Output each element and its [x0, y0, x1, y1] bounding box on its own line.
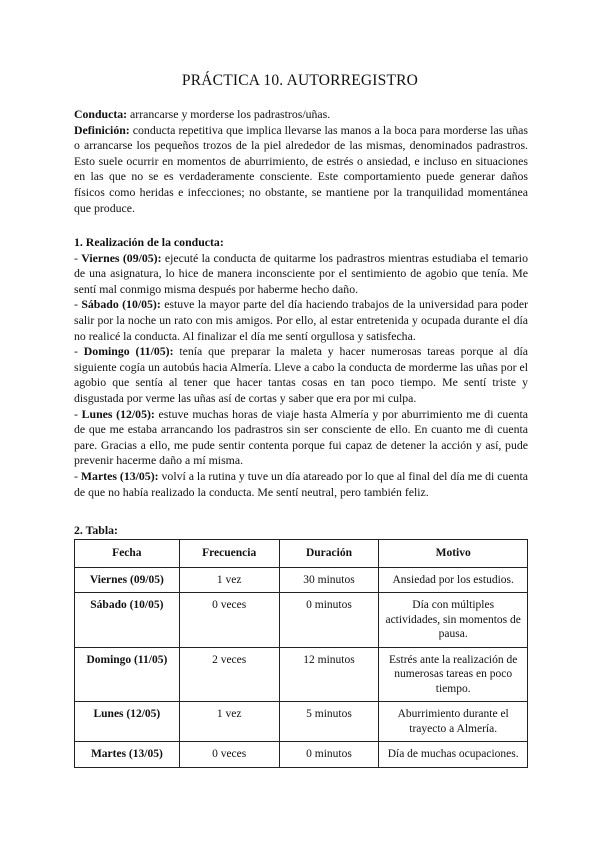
conducta-paragraph [74, 107, 528, 123]
cell-motivo: Aburrimiento durante el trayecto a Almería. [379, 702, 528, 742]
entry-day: Domingo (11/05): [83, 344, 174, 359]
cell-duracion: 0 minutos [279, 742, 379, 768]
definicion-paragraph [74, 123, 528, 217]
header-fecha: Fecha [75, 540, 180, 568]
entry-sabado: - Sábado (10/05): estuve la mayor parte del día haciendo trabajos de la universidad para poder salir por la noche un rato con mis amigos. Por ello, al estar entretenida y ocupada durante el día no realicé la conducta. Al finalizar el día me sentí orgullosa y satisfecha. [74, 297, 529, 343]
header-frecuencia: Frecuencia [179, 540, 279, 568]
entry-text: ejecuté la conducta de quitarme los padrastros mientras estudiaba el temario de una asignatura, lo hice de manera inconsciente por el sentimiento de agobio que tenía. Me sentí mal conmigo misma después por haberme hecho daño. [74, 250, 528, 296]
cell-frecuencia: 2 veces [179, 647, 279, 702]
cell-motivo: Estrés ante la realización de numerosas tareas en poco tiempo. [379, 647, 528, 702]
cell-fecha: Martes (13/05) [75, 742, 180, 768]
cell-fecha: Sábado (10/05) [75, 593, 180, 648]
table-row [75, 647, 528, 702]
entry-day: Martes (13/05): [80, 468, 159, 483]
entry-day: Viernes (09/05): [81, 250, 162, 265]
cell-fecha: Viernes (09/05) [75, 567, 180, 593]
table-row [75, 593, 528, 648]
entry-martes: - Martes (13/05): volví a la rutina y tuve un día atareado por lo que al final del día me di cuenta de que no había realizado la conducta. Me sentí neutral, pero también feliz. [74, 468, 528, 499]
header-motivo: Motivo [379, 540, 528, 568]
section1-heading: 1. Realización de la conducta: [74, 235, 224, 249]
cell-motivo: Día de muchas ocupaciones. [379, 742, 528, 768]
table-row [75, 742, 528, 768]
cell-frecuencia: 0 veces [179, 593, 279, 648]
cell-fecha: Lunes (12/05) [75, 702, 180, 742]
definicion-text: conducta repetitiva que implica llevarse las manos a la boca para morderse las uñas o arrancarse los pequeños trozos de la piel alrededor de las mismas, denominados padrastros. Esto suele ocurrir en momentos de aburrimiento, de estrés o ansiedad, e incluso en situaciones en las que no se es verdaderamente consciente. Este comportamiento puede generar daños físicos como heridas e infecciones; no obstante, se mantiene por la tranquilidad momentánea que produce. [74, 122, 528, 215]
autorregistro-table [74, 539, 528, 768]
entry-viernes: - Viernes (09/05): ejecuté la conducta de quitarme los padrastros mientras estudiaba el temario de una asignatura, lo hice de manera inconsciente por el sentimiento de agobio que tenía. Me sentí mal conmigo misma después por haberme hecho daño. [74, 250, 528, 296]
entry-lunes: - Lunes (12/05): estuve muchas horas de viaje hasta Almería y por aburrimiento me di cuenta de que me estaba arrancando los padrastros sin ser consciente de ello. En cuanto me di cuenta pare. Gracias a ello, me pude sentir contenta porque fui capaz de detener la acción y así, pude prevenir hacerme daño a mí misma. [74, 406, 528, 468]
conducta-label: Conducta: [74, 107, 128, 121]
section2-heading: 2. Tabla: [74, 523, 118, 537]
entry-text: estuve la mayor parte del día haciendo trabajos de la universidad para poder salir por la noche un rato con mis amigos. Por ello, al estar entretenida y ocupada durante el día no realicé la conducta. Al finalizar el día me sentí orgullosa y satisfecha. [74, 297, 529, 343]
cell-motivo: Día con múltiples actividades, sin momentos de pausa. [379, 593, 528, 648]
cell-fecha: Domingo (11/05) [75, 647, 180, 702]
cell-frecuencia: 1 vez [179, 567, 279, 593]
entry-day: Sábado (10/05): [81, 297, 161, 312]
entry-text: estuve muchas horas de viaje hasta Almería y por aburrimiento me di cuenta de que me estaba arrancando los padrastros sin ser consciente de ello. En cuanto me di cuenta pare. Gracias a ello, me pude sentir contenta porque fui capaz de detener la acción y así, pude prevenir hacerme daño a mí misma. [74, 406, 528, 468]
entry-text: volví a la rutina y tuve un día atareado por lo que al final del día me di cuenta de que no había realizado la conducta. Me sentí neutral, pero también feliz. [74, 468, 528, 499]
cell-frecuencia: 0 veces [179, 742, 279, 768]
cell-duracion: 5 minutos [279, 702, 379, 742]
cell-motivo: Ansiedad por los estudios. [379, 567, 528, 593]
conducta-text: arrancarse y morderse los padrastros/uñas. [127, 107, 331, 121]
table-row [75, 567, 528, 593]
cell-duracion: 12 minutos [279, 647, 379, 702]
page-title: PRÁCTICA 10. AUTORREGISTRO [181, 72, 419, 89]
table-header-row [75, 540, 528, 568]
table-row [75, 702, 528, 742]
cell-frecuencia: 1 vez [179, 702, 279, 742]
header-duracion: Duración [279, 540, 379, 568]
definicion-label: Definición: [74, 122, 130, 137]
cell-duracion: 30 minutos [279, 567, 379, 593]
entry-day: Lunes (12/05): [81, 406, 155, 421]
cell-duracion: 0 minutos [279, 593, 379, 648]
intro-block [74, 107, 528, 216]
entry-text: tenía que preparar la maleta y hacer numerosas tareas porque al día siguiente cogía un autobús hacia Almería. Lleve a cabo la conducta de morderme las uñas por el agobio que sentía al tener que hacer tantas cosas en tan poco tiempo. Me sentí triste y disgustada por verme las uñas así de cortas y saber que era por mi culpa. [74, 344, 528, 405]
section-realizacion [74, 235, 528, 500]
entry-domingo: - Domingo (11/05): tenía que preparar la maleta y hacer numerosas tareas porque al día siguiente cogía un autobús hacia Almería. Lleve a cabo la conducta de morderme las uñas por el agobio que sentía al tener que hacer tantas cosas en tan poco tiempo. Me sentí triste y disgustada por verme las uñas así de cortas y saber que era por mi culpa. [74, 344, 528, 405]
